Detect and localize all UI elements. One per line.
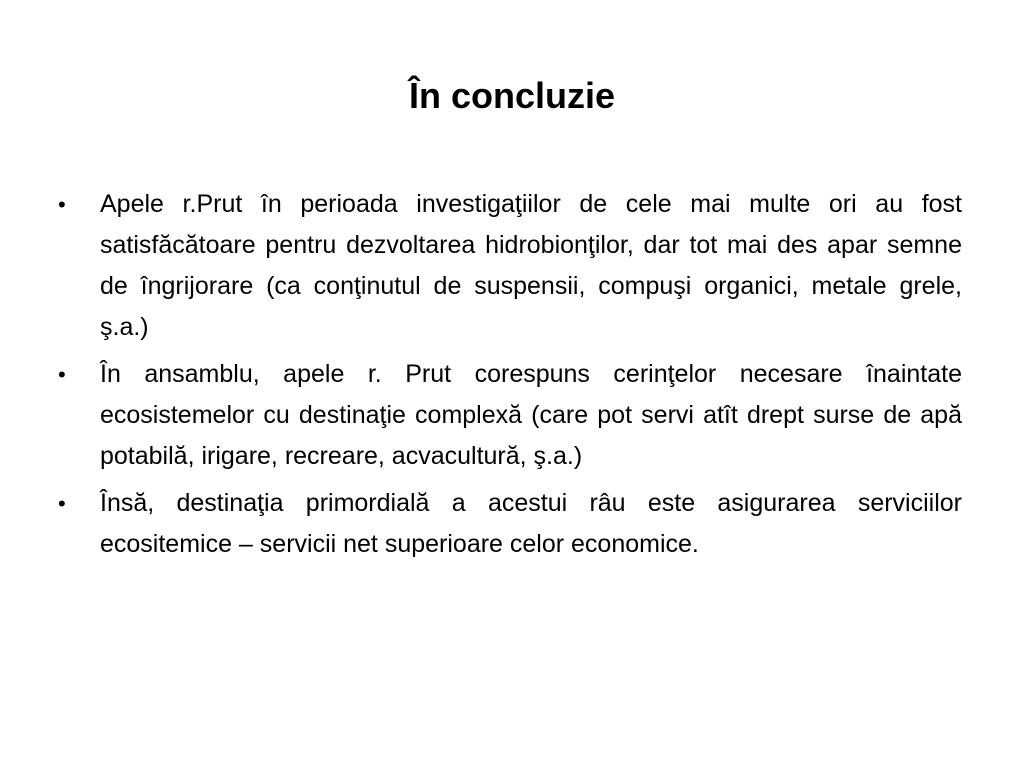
bullet-text: Însă, destinaţia primordială a acestui râu este asigurarea serviciilor ecositemice – servicii net superioare celor economice. xyxy=(100,489,962,558)
slide-title: În concluzie xyxy=(408,75,616,116)
bullet-icon: • xyxy=(58,362,66,387)
bullet-text: Apele r.Prut în perioada investigaţiilor de cele mai multe ori au fost satisfăcătoare pentru dezvoltarea hidrobionţilor, dar tot mai des apar semne de îngrijorare (ca conţinutul de suspensii, compuşi organici, metale grele, ş.a.) xyxy=(100,190,962,341)
bullet-icon: • xyxy=(58,192,66,217)
bullet-item xyxy=(58,483,962,565)
bullet-item xyxy=(58,184,962,348)
bullet-item xyxy=(58,354,962,477)
bullet-icon: • xyxy=(58,491,66,516)
bullet-text: În ansamblu, apele r. Prut corespuns cerinţelor necesare înaintate ecosistemelor cu destinaţie complexă (care pot servi atît drept surse de apă potabilă, irigare, recreare, acvacultură, ş.a.) xyxy=(100,360,962,470)
bullet-list xyxy=(58,184,962,571)
